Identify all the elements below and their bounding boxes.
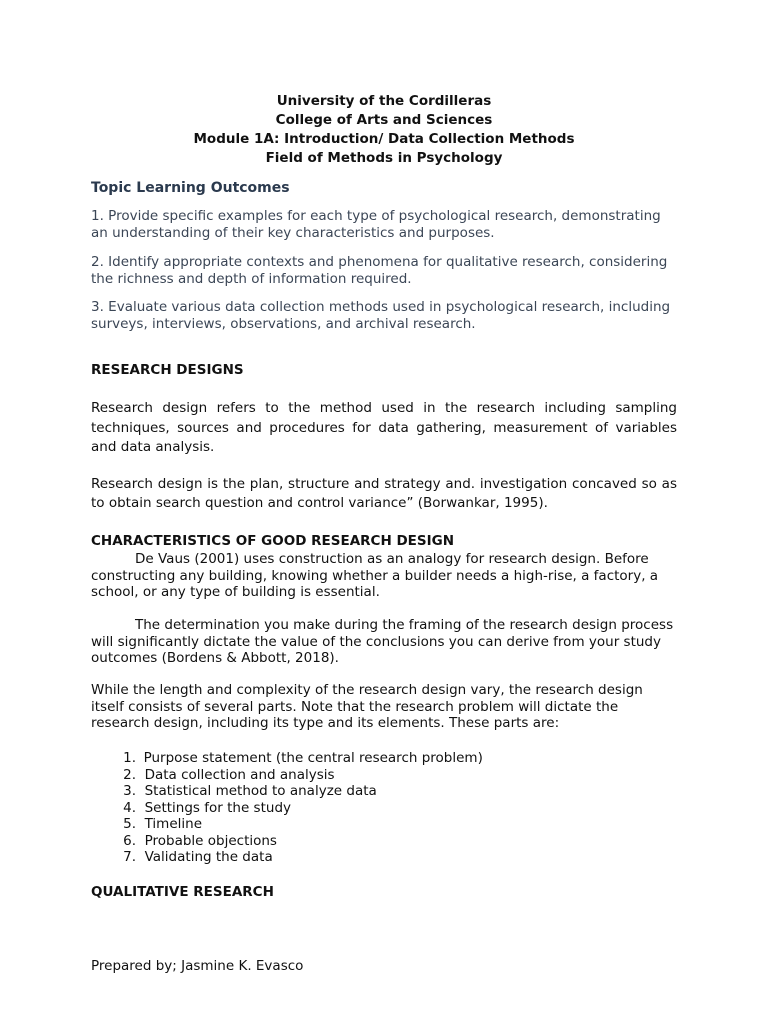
list-item (91, 800, 677, 817)
list-item (91, 767, 677, 784)
list-item-text: Validating the data (144, 849, 273, 865)
field-title: Field of Methods in Psychology (265, 150, 503, 166)
list-item-text: Probable objections (144, 832, 277, 849)
list-item-number: 2. (123, 766, 136, 783)
outcome-item-2: 2. Identify appropriate contexts and phenomena for qualitative research, considering the richness and depth of information required. (91, 254, 668, 287)
module-title: Module 1A: Introduction/ Data Collection Methods (193, 131, 575, 147)
prepared-by-footer: Prepared by; Jasmine K. Evasco (91, 958, 304, 974)
outcome-item-3: 3. Evaluate various data collection methods used in psychological research, including surveys, interviews, observations, and archival research. (91, 299, 671, 332)
list-item-number: 6. (123, 832, 136, 849)
list-item-text: Statistical method to analyze data (144, 783, 377, 799)
list-item-text: Timeline (144, 816, 202, 832)
list-item (91, 833, 677, 850)
list-item-text: Data collection and analysis (144, 766, 335, 783)
research-design-parts-list (91, 750, 677, 866)
characteristics-para-2: The determination you make during the framing of the research design process will significantly dictate the value of the conclusions you can derive from your study outcomes (Bordens & Abbott, 2018). (91, 617, 674, 666)
college-name: College of Arts and Sciences (275, 112, 493, 128)
characteristics-para-1: De Vaus (2001) uses construction as an analogy for research design. Before constructing any building, knowing whether a builder needs a high-rise, a factory, a school, or any type of building is essential. (91, 551, 659, 600)
list-item (91, 849, 677, 866)
list-item-text: Purpose statement (the central research problem) (143, 750, 483, 766)
list-item-number: 3. (123, 783, 136, 799)
university-name: University of the Cordilleras (276, 93, 492, 109)
list-item-number: 7. (123, 849, 136, 865)
list-item-number: 5. (123, 816, 136, 832)
list-item (91, 816, 677, 833)
list-item-number: 4. (123, 799, 136, 816)
list-item (91, 750, 677, 767)
list-item-text: Settings for the study (144, 799, 291, 816)
list-item (91, 783, 677, 800)
list-item-number: 1. (123, 750, 136, 766)
characteristics-heading: CHARACTERISTICS OF GOOD RESEARCH DESIGN (91, 533, 454, 549)
outcomes-title: Topic Learning Outcomes (91, 180, 290, 196)
qualitative-research-heading: QUALITATIVE RESEARCH (91, 884, 274, 900)
research-designs-para-1: Research design refers to the method used in the research including sampling techniques, sources and procedures for data gathering, measurement of variables and data analysis. (91, 400, 677, 455)
research-designs-para-2: Research design is the plan, structure and strategy and. investigation concaved so as to obtain search question and control variance” (Borwankar, 1995). (91, 476, 677, 511)
outcome-item-1: 1. Provide specific examples for each type of psychological research, demonstrating an understanding of their key characteristics and purposes. (91, 208, 661, 241)
characteristics-para-3: While the length and complexity of the research design vary, the research design itself consists of several parts. Note that the research problem will dictate the research design, including its type and its elements. These parts are: (91, 682, 643, 731)
document-header (0, 92, 768, 168)
research-designs-heading: RESEARCH DESIGNS (91, 362, 244, 378)
